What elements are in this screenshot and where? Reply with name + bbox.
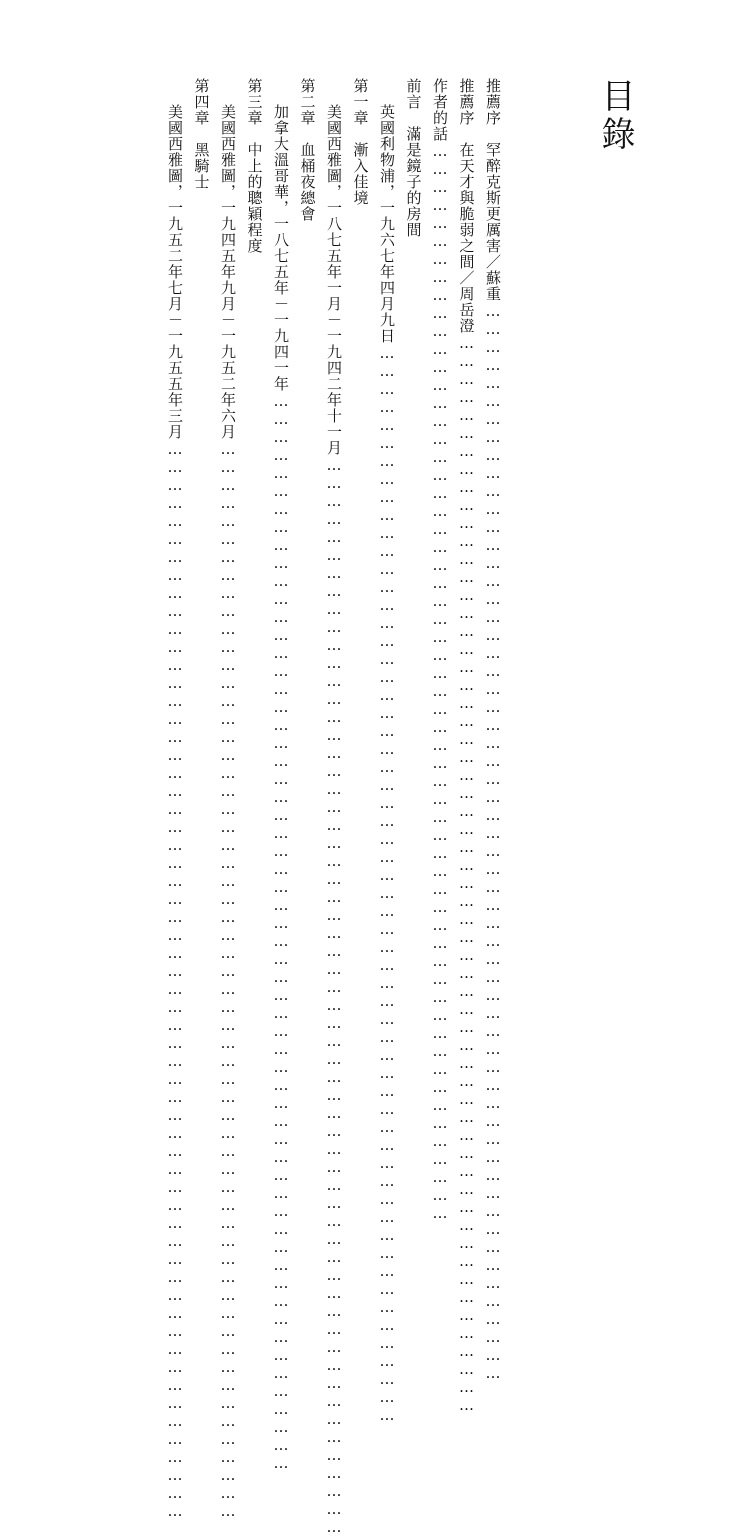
dot-leader: ……………………………………………………………………………………………………………………………………………………………… [431, 142, 449, 1222]
dot-leader: ……………………………………………………………………………………………………………………………………………………………… [325, 456, 343, 1536]
dot-leader: ……………………………………………………………………………………………………………………………………………………………… [457, 334, 476, 1414]
toc-entry[interactable] [297, 78, 319, 750]
toc-entry-text: 加拿大溫哥華，一八七五年－一九四一年 [272, 104, 290, 392]
toc-entry-text: 第二章 血桶夜總會 [298, 78, 317, 222]
toc-entry-text: 第四章 黑騎士 [192, 78, 211, 190]
toc-title: 目錄 [595, 78, 635, 154]
toc-entry[interactable] [191, 78, 213, 750]
dot-leader: ……………………………………………………………………………………………………………………………………………………………… [484, 302, 502, 1382]
toc-entry-text: 第三章 中上的聰穎程度 [245, 78, 264, 254]
toc-entry-text: 第一章 漸入佳境 [351, 78, 370, 206]
toc-entry[interactable] [244, 78, 266, 750]
toc-entry-place[interactable] [270, 78, 292, 1472]
toc-entry[interactable] [456, 78, 478, 1414]
toc-entry-text: 英國利物浦，一九六七年四月九日 [378, 104, 396, 344]
toc-entry-text: 推薦序 罕醉克斯更厲害／蘇重 [484, 78, 502, 302]
toc-entry-place[interactable] [323, 78, 345, 1536]
toc-entry-text: 前言 滿是鏡子的房間 [404, 78, 423, 238]
toc-entry-text: 美國西雅圖，一九四五年九月－一九五二年六月 [219, 104, 237, 440]
toc-entry-text: 美國西雅圖，一八七五年一月－一九四二年十一月 [325, 104, 343, 456]
toc-entry-text: 推薦序 在天才與脆弱之間／周岳澄 [457, 78, 476, 334]
toc-entry-place[interactable] [376, 78, 398, 1424]
toc-entry-place[interactable] [217, 78, 239, 1520]
dot-leader: ……………………………………………………………………………………………………………………………………………………………… [219, 440, 237, 1520]
toc-entry[interactable] [429, 78, 451, 1222]
dot-leader: ……………………………………………………………………………………………………………………………………………………………… [272, 392, 290, 1472]
dot-leader: ……………………………………………………………………………………………………………………………………………………………… [378, 344, 396, 1424]
dot-leader: ……………………………………………………………………………………………………………………………………………………………… [166, 440, 184, 1520]
toc-entry-place[interactable] [164, 78, 186, 1520]
toc-entry[interactable] [403, 78, 425, 750]
toc-entry[interactable] [482, 78, 504, 1382]
toc-entry-text: 美國西雅圖，一九五二年七月－一九五五年三月 [166, 104, 184, 440]
toc-entry-text: 作者的話 [431, 78, 449, 142]
toc-entry[interactable] [350, 78, 372, 750]
